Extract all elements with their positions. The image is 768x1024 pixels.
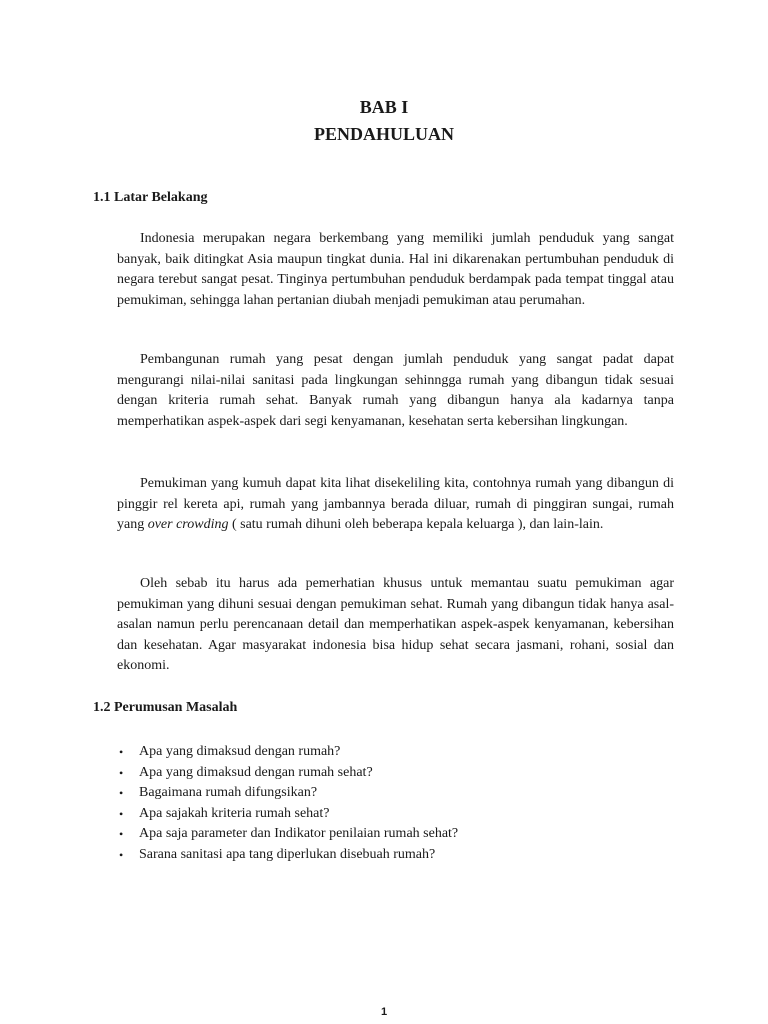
list-item-text: Bagaimana rumah difungsikan? — [139, 785, 318, 800]
list-item-text: Sarana sanitasi apa tang diperlukan disebuah rumah? — [139, 846, 436, 862]
bullet-icon: • — [119, 806, 124, 821]
paragraph — [117, 574, 674, 677]
list-item-text: Apa sajakah kriteria rumah sehat? — [139, 805, 330, 821]
list-item-text: Apa saja parameter dan Indikator penilaian rumah sehat? — [139, 826, 459, 841]
list-item — [117, 763, 458, 784]
bullet-icon: • — [119, 786, 124, 800]
bullet-icon: • — [119, 827, 124, 841]
list-item-text: Apa yang dimaksud dengan rumah? — [139, 744, 341, 759]
page-number: 1 — [380, 1006, 388, 1018]
bullet-icon: • — [119, 847, 124, 862]
paragraph — [117, 474, 674, 536]
chapter-title: PENDAHULUAN — [313, 124, 454, 144]
paragraph — [117, 350, 674, 432]
section-heading-perumusan-masalah: 1.2 Perumusan Masalah — [93, 700, 238, 715]
list-item — [117, 804, 458, 825]
paragraph-text: Oleh sebab itu harus ada pemerhatian khusus untuk memantau suatu pemukiman agar pemukiman yang dihuni sesuai dengan pemukiman sehat. Rumah yang dibangun tidak hanya asal-asalan namun perlu perencanaan detail dan memperhatikan aspek-aspek kenyamanan, kebersihan dan kesehatan. Agar masyarakat indonesia bisa hidup sehat secara jasmani, rohani, sosial dan ekonomi. — [117, 576, 674, 674]
bullet-icon: • — [119, 765, 124, 780]
paragraph-text: Pemukiman yang kumuh dapat kita lihat disekeliling kita, contohnya rumah yang dibangun di pinggir rel kereta api, rumah yang jambannya berada diluar, rumah di pinggiran sungai, rumah yang — [117, 476, 674, 533]
chapter-label: BAB I — [359, 97, 409, 117]
section-heading-latar-belakang: 1.1 Latar Belakang — [93, 190, 208, 205]
list-item — [117, 783, 458, 804]
list-item-text: Apa yang dimaksud dengan rumah sehat? — [139, 764, 373, 780]
paragraph — [117, 229, 674, 311]
paragraph-text: ( satu rumah dihuni oleh beberapa kepala keluarga ), dan lain-lain. — [228, 517, 604, 533]
list-item — [117, 742, 458, 763]
problem-list — [117, 742, 458, 865]
paragraph-text: Indonesia merupakan negara berkembang yang memiliki jumlah penduduk yang sangat banyak, baik ditingkat Asia maupun tingkat dunia. Hal ini dikarenakan pertumbuhan penduduk di negara terebut sangat pesat. Tinginya pertumbuhan penduduk berdampak pada tempat tinggal atau pemukiman, sehingga lahan pertanian diubah menjadi pemukiman atau perumahan. — [117, 231, 674, 308]
paragraph-text: Pembangunan rumah yang pesat dengan jumlah penduduk yang sangat padat dapat mengurangi nilai-nilai sanitasi pada lingkungan sehinngga rumah yang dibangun tidak sesuai dengan kriteria rumah sehat. Banyak rumah yang dibangun hanya ala kadarnya tanpa memperhatikan aspek-aspek dari segi kenyamanan, kesehatan serta kebersihan lingkungan. — [117, 352, 674, 429]
list-item — [117, 824, 458, 845]
bullet-icon: • — [119, 745, 124, 759]
paragraph-emphasis: over crowding — [147, 517, 229, 533]
list-item — [117, 845, 458, 866]
